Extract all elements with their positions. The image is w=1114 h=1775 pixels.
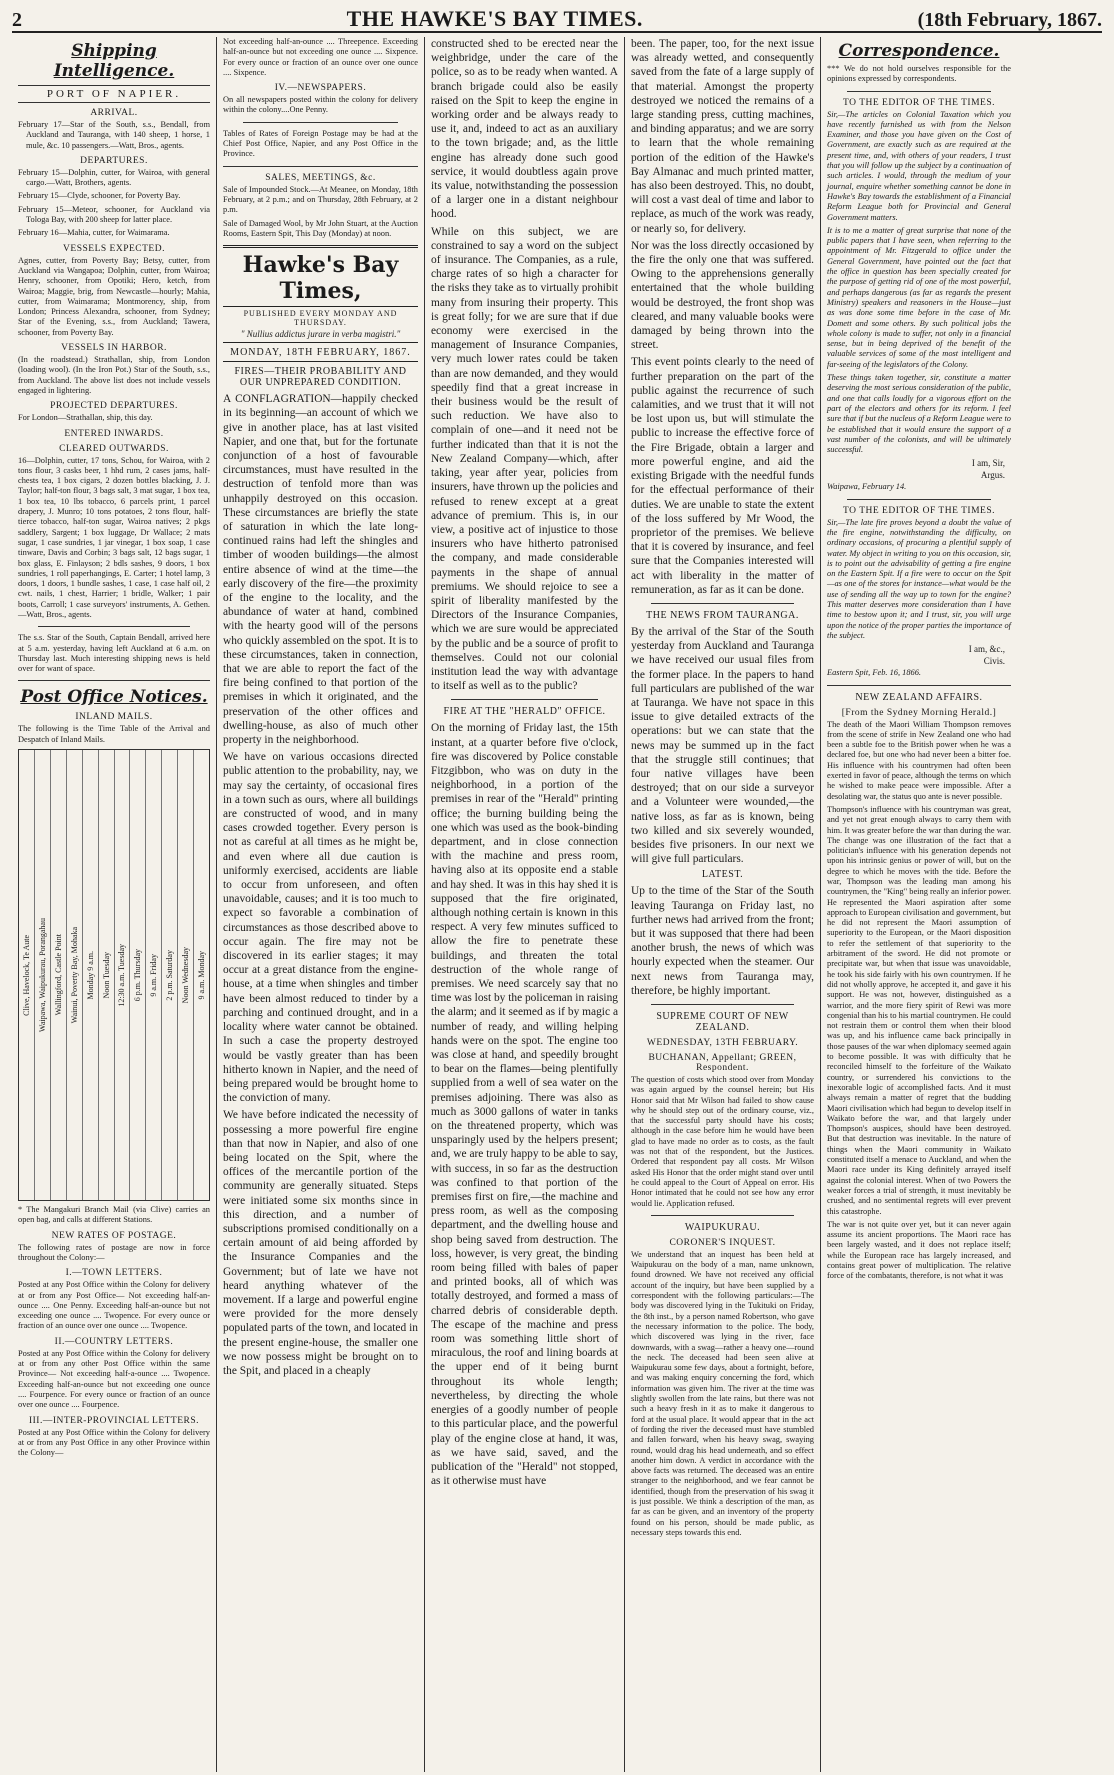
section-heading-correspondence: Correspondence.	[838, 41, 1000, 61]
section-heading-post-office: Post Office Notices.	[20, 687, 208, 708]
timetable-cell: Noon Tuesday	[101, 951, 111, 999]
expected-heading: VESSELS EXPECTED.	[63, 243, 165, 254]
inland-mails-heading: INLAND MAILS.	[75, 712, 153, 723]
editorial-paragraph: constructed shed to be erected near the weighbridge, under the care of the police, so as to be ready when wanted. A branch brigade could also be easily raised on the Spit to keep the engine in working order and be always ready to use it, and, indeed to act as an auxiliary to the town brigade; and, as the little engine has already done such good service, it would doubtless again prove its value, notwithstanding the possession of a larger one in a distant neighbour hood.	[431, 38, 618, 221]
rates-continued: Not exceeding half-an-ounce .... Threepence. Exceeding half-an-ounce but not exceeding one ounce .... Sixpence. For every ounce or fraction of an ounce over one ounce .... Sixpence.	[223, 37, 418, 77]
fire-report-paragraph: This event points clearly to the need of further preparation on the part of the public against the recurrence of such calamities, and we trust that it will not be lost upon us, but will stimulate the public to increase the effective force of the Fire Brigade, obtain a larger and more powerful engine, and aid the existing Brigade with the needful funds for the effectual performance of their duties. We are unable to state the extent of the loss suffered by Mr Wood, the proprietor of the premises. We believe that it is covered by insurance, and feel sure that the Companies interested will act with liberality in the matter of remuneration, as far as it can be done.	[631, 356, 814, 596]
column-fire	[425, 37, 625, 1772]
letter-address: TO THE EDITOR OF THE TIMES.	[843, 505, 995, 516]
fire-report-heading: FIRE AT THE "HERALD" OFFICE.	[443, 706, 606, 718]
nz-affairs-paragraph: Thompson's influence with his countryman was great, and yet not great enough always to carry them with him. It was greater before the war than during the war. The change was one illustration of the fact that a politician's influence with his generation depends not upon his intrinsic genius or power of will, but on the degree to which he moves with the tide. Before the war, Thompson was the leading man among his countrymen, the "King" being really an inferior power. He represented the Maori aspiration after some approach to European civilisation and government, but he did not represent the Maori assumption of superiority to the European, or the Maori disposition to refer the settlement of that superiority to the arbitrament of the sword. He did not promote or precipitate war, but when that issue was unavoidable, he took his side fairly with his own countrymen. If he did not wholly approve, he accepted it, and gave it his support. He was not, however, distinguished as a warrior, and the more fiery spirit of Rewi was more congenial than his to his martial countrymen. He could not restrain them or control them when their blood was up, and his influence came back principally in those pauses of the war when diplomacy seemed again to become possible. It was with difficulty that he reconciled himself to the forfeiture of the Waikato country, or surrendered his convictions to the inexorable logic of accomplished facts. And it must always remain a matter of regret that the budding Maori civilisation which had begun to develop itself in Waikato before the war, and that largely under Thompson's auspices, should have been destroyed. But that destruction was inevitable. In the nature of things when the Maori community in Waikato constituted itself a menace to Auckland, and when the Maori race under its King definitely arrayed itself against the colonial interest. When of two Powers the weaker forces a trial of strength, it must inevitably be crushed, and no sentimental regrets will ever prevent this catastrophe.	[827, 804, 1011, 1216]
court-text: The question of costs which stood over from Monday was again argued by the counsel herein; but His Honor said that Mr Wilson had failed to show cause why he should step out of the ordinary course, viz., that the successful party should have his costs; although in the case before him he would have been glad to have made no order as to costs, as the fault was not that of the respondent, but the Justices. Ordered that respondent pay all costs. Mr Wilson asked His Honor that the order might stand over until he could appeal to the Court of Appeal on error. His Honor intimated that he could not see how any error would lie. Application refused.	[631, 1075, 814, 1208]
shipping-note: The s.s. Star of the South, Captain Bendall, arrived here at 5 a.m. yesterday, having left Auckland at 6 a.m. on Thursday last. Much interesting shipping news is held over for want of space.	[18, 633, 210, 674]
newspapers-heading: IV.—NEWSPAPERS.	[274, 83, 367, 94]
inquest-text: We understand that an inquest has been held at Waipukurau on the body of a man, name unknown, found drowned. We have not received any official account of the inquiry, but have been supplied by a correspondent with the following particulars:—The body was discovered lying in the Tukituki on Friday, the 8th inst., by a person named Robertson, who gave the necessary information to the police. The body, which discovered was lying in the river, face downwards, with a swag—rather a heavy one—round the neck. The deceased had been seen alive at Waipukurau some few days, about a fortnight, before, and was making enquiry concerning the ford, which information was given him. The river at the time was slightly swollen from the late rains, but there was not such a heavy fresh in it as to make it dangerous to ford at the usual place. It would appear that in the act of fording the river the deceased must have stumbled and fallen forward, when his heavy swag, swaying round, would drag his head underneath, and so effect another him down. A verdict in accordance with the above facts was returned. The deceased was an entire stranger to the neighborhood, and we fear cannot be identified, though from the preservation of his swag it is just possible. We think a description of the man, as far as can be given, and an inventory of the property found on his person, should be made public, as necessary steps towards this end.	[631, 1249, 814, 1537]
latest-heading: LATEST.	[701, 869, 744, 881]
editorial-headline: FIRES—THEIR PROBABILITY AND OUR UNPREPARED CONDITION.	[234, 366, 407, 389]
departure-item: February 16—Mahia, cutter, for Waimarama.	[18, 228, 170, 238]
letter-paragraph: These things taken together, sir, constitute a matter deserving the most serious consideration of the public, and one that calls loudly for a vigorous effort on the part of the electors and others for its reform. I feel sure that if but the nucleus of a Reform League were to be established that it would ensure the support of a vast number of the colonists, and will be ultimately successful.	[827, 373, 1011, 455]
timetable-cell: 2 p.m. Saturday	[165, 949, 175, 1001]
letter-signature: Civis.	[983, 656, 1005, 667]
mails-intro: The following is the Time Table of the Arrival and Despatch of Inland Mails.	[18, 724, 210, 744]
postage-intro: The following rates of postage are now in force throughout the Colony:—	[18, 1242, 210, 1262]
inquest-heading: CORONER'S INQUEST.	[669, 1237, 776, 1248]
timetable-cell: 9 a.m. Monday	[197, 950, 207, 1000]
column-shipping	[12, 37, 217, 1772]
page-number: 2	[12, 9, 22, 31]
projected-text: For London—Strathallan, ship, this day.	[18, 413, 153, 423]
postage-heading: NEW RATES OF POSTAGE.	[51, 1230, 177, 1241]
branch-mail-note: * The Mangakuri Branch Mail (via Clive) carries an open bag, and calls at different Stations.	[18, 1205, 210, 1225]
cleared-text: 16—Dolphin, cutter, 17 tons, Schou, for Wairoa, with 2 tons flour, 3 casks beer, 1 hhd rum, 2 cases jams, half-chests tea, 1 box cigars, 2 dozen bottles blacking, J. J. Taylor; half-ton flour, 3 bags salt, 3 mat sugar, 1 box tea, 1 box tea, 10 lbs tobacco, 6 parcels print, 1 parcel drapery, J. Munro; 10 tons potatoes, 2 tons flour, half-tierce tobacco, half-ton sugar, Wairoa natives; 2 pkgs saddlery, Sargent; 1 box luggage, Dr Wallace; 2 mats sugar, 1 case sundries, 1 jar vinegar, 1 box soap, 1 case tinware, Davis and Corbin; 3 bags salt, 12 bags sugar, 1 box glass, E. Finlayson; 2 bdls sashes, 9 doors, 1 box sundries, 1 roll paperhangings, E. Carter; 1 hotel lamp, 3 doors, 1 doors, 1 bundle sashes, 1 case, 1 case half oil, 2 cwt. nails, 1 chest, Harrier; 1 bridle, Walker; 1 pair boots, Carroll; 1 case surveyors' instruments, A. Gethen.—Watt, Bros., agents.	[18, 455, 210, 619]
inwards-heading: ENTERED INWARDS.	[64, 428, 164, 439]
timetable-cell: Wallingford, Castle Point	[53, 934, 63, 1016]
latest-text: Up to the time of the Star of the South leaving Tauranga on Friday last, no further news had arrived from the front; but it was supposed that there had been another brush, the news of which was hourly expected when the steamer. Our next news from Tauranga may, therefore, be highly important.	[631, 885, 814, 997]
cleared-heading: CLEARED OUTWARDS.	[59, 443, 169, 454]
arrival-text: February 17—Star of the South, s.s., Bendall, from Auckland and Tauranga, with 140 sheep, 1 horse, 1 mule, &c. 10 passengers.—Watt, Bros., agents.	[18, 120, 210, 150]
masthead	[12, 6, 1102, 33]
editorial-dateline: MONDAY, 18TH FEBRUARY, 1867.	[223, 347, 418, 362]
letter-signature: Argus.	[980, 470, 1005, 481]
nz-affairs-paragraph: The death of the Maori William Thompson removes from the scene of strife in New Zealand one who had been a subtle foe to the British power when he was a declared foe, but one who had never been a bitter foe. His influence with his countrymen had often been exerted in favor of peace, although the terms on which he wished to make peace were impossible. After a desolating war, the status quo ante is never possible.	[827, 719, 1011, 801]
inter-provincial-heading: III.—INTER-PROVINCIAL LETTERS.	[28, 1415, 200, 1426]
editorial-paragraph: A CONFLAGRATION—happily checked in its beginning—an account of which we give in another place, has at last visited Napier, and one that, but for the fortunate conjunction of a host of favourable circumstances, must have resulted in the destruction of tenfold more than was unhappily destroyed on this occasion. These circumstances are briefly the state of saturation in which the late long-continued rains had left the shingles and timber of wooden buildings—the almost entire absence of wind at the time—the early discovery of the fire—the proximity of the engine to the locality, and the abundance of water at hand, combined with the hearty good will of the persons who quickly assembled on the spot. It is to these circumstances, taken in connection, that we are able to report the fact of the fire being confined to that portion of the premises in which it originated, and the preservation of the other offices and dwelling-house, as also of much other property in the neighborhood.	[223, 393, 418, 747]
tauranga-text: By the arrival of the Star of the South yesterday from Auckland and Tauranga we have received our usual files from the former place. In the papers to hand full particulars are published of the war at Tauranga. We have not space in this issue to give detailed extracts of the operations: but we can state that the news may be summed up in the fact that the struggle still continues; that four native villages have been destroyed; that on our side a surveyor and a Volunteer were wounded,—the native loss, as far as is known, being two killed and six severely wounded, besides five prisoners. In our next we will give full particulars.	[631, 625, 814, 866]
letter-signoff: I am, Sir,	[971, 458, 1005, 469]
section-heading-shipping: Shipping Intelligence.	[53, 41, 175, 81]
letter-paragraph: Sir,—The late fire proves beyond a doubt the value of the fire engine, notwithstanding the difficulty, on ordinary occasions, of procuring a plentiful supply of water. My object in writing to you on this occasion, sir, is to point out the advisability of getting a fire engine on the Eastern Spit. If a fire were to occur on the Spit—as one of the stores for instance—what would be the use of sending all the way up to town for the engine? This matter deserves more consideration than I have time to bestow upon it; and I trust, sir, you will urge upon the notice of the proper parties the importance of the subject.	[827, 517, 1012, 640]
port-heading: PORT OF NAPIER.	[18, 85, 210, 103]
letter-place: Waipawa, February 14.	[827, 482, 907, 492]
paper-nameplate: Hawke's Bay Times,	[223, 245, 418, 307]
editorial-paragraph: While on this subject, we are constrained to say a word on the subject of insurance. The Companies, as a rule, charge rates of so high a character for the risks they take as to virtually prohibit many from insuring their property. This is great folly; for we are sure that if due economy were exercised in the management of Insurance Companies, very much lower rates could be taken than are now demanded, and they would speedily find that a great increase in their business would be the result of such reduction. We have also to complain of one—and it need not be further indicated than that it is not the New Zealand Company—which, after taking, year after year, policies from insurers, have thrown up the policies and refused to renew except at a great advance of premium. This is, in our view, a positive act of injustice to those insurers who have hitherto patronised the company, and made considerable payments in the shape of annual premiums. We should rejoice to see a spirit of liberality manifested by the Directors of the Insurance Companies, which we are sure would be appreciated by the public and be a source of profit to themselves. Could not our colonial institution lead the way with advantage to itself as well as to the public?	[431, 225, 618, 693]
arrival-heading: ARRIVAL.	[90, 108, 138, 118]
sales-heading: SALES, MEETINGS, &c.	[265, 172, 376, 183]
issue-date: (18th February, 1867.	[917, 9, 1102, 31]
supreme-court-heading: SUPREME COURT OF NEW ZEALAND.	[656, 1011, 789, 1033]
fire-report-paragraph: On the morning of Friday last, the 15th instant, at a quarter before five o'clock, fire was discovered by Police constable Fitzgibbon, who was on duty in the neighborhood, in a portion of the premises in rear of the "Herald" printing office; the burning building being the one which was used as the book-binding department, and in close connection with the machine and press room, having also at its opposite end a stable and hay shed. It was in this hay shed it is supposed that the fire originated, although nothing certain is known in this respect. A very few minutes sufficed to allow the fire to penetrate these buildings, and threaten the total destruction of the whole range of premises. We need scarcely say that no time was lost by the policeman in raising the alarm; and it seemed as if by magic a number of ready, and willing helping hands were on the spot. The engine too was close at hand, and speedily brought to bear on the flames—being plentifully supplied from a well of sea water on the premises adjoining. There was also as much as 3000 gallons of water in tanks on the threatened property, which was unsparingly used by the helpers present; and, we are truly happy to be able to say, with success, in so far as the destruction was confined to that portion of the premises first on fire,—the machine and press room, as well as the composing department, and the dwelling house and shop being saved from destruction. The loss, however, is very great, the binding room being filled with bales of paper and printed books, all of which was totally destroyed, and formed a mass of charred debris of considerable depth. The escape of the machine and press room was something little short of miraculous, the roof and lining boards at the upper end of it being burnt throughout its whole length; nevertheless, by directing the whole energies of a goodly number of people to this particular place, and the powerful play of the engine close at hand, it was, as we have said, saved, and the publication of the "Herald" not stopped, as it otherwise must have	[431, 722, 618, 1488]
court-date: WEDNESDAY, 13TH FEBRUARY.	[646, 1038, 799, 1048]
timetable-cell: Monday 9 a.m.	[85, 950, 95, 1000]
sale-item: Sale of Impounded Stock.—At Meanee, on Monday, 18th February, at 2 p.m.; and on Thursday, 28th February, at 2 p.m.	[223, 184, 418, 215]
mail-timetable	[18, 749, 210, 1201]
nz-affairs-heading: NEW ZEALAND AFFAIRS.	[855, 691, 983, 703]
sale-item: Sale of Damaged Wool, by Mr John Stuart, at the Auction Rooms, Eastern Spit, This Day (Monday) at noon.	[223, 218, 418, 238]
departures-heading: DEPARTURES.	[80, 155, 148, 166]
timetable-cell: 12:30 a.m. Tuesday	[117, 943, 127, 1007]
nz-affairs-paragraph: The war is not quite over yet, but it can never again assume its ancient proportions. The Maori race has been largely wasted, and it does not replace itself; while the European race has largely increased, and contains great power of multiplication. The relative force of the combatants, therefore, is not what it was	[827, 1219, 1011, 1281]
town-letters-heading: I.—TOWN LETTERS.	[65, 1268, 163, 1279]
country-letters-text: Posted at any Post Office within the Colony for delivery at or from any other Post Office within the same Province— Not exceeding half-a-ounce .... Twopence. Exceeding half-an-ounce but not exceeding one ounce .... Fourpence. For every ounce or fraction of an ounce over one ounce .... Fourpence.	[18, 1348, 210, 1410]
harbor-text: (In the roadstead.) Strathallan, ship, from London (loading wool). (In the Iron Pot.) Star of the South, s.s., from Auckland. The above list does not include vessels engaged in lightering.	[18, 355, 210, 395]
departure-item: February 15—Meteor, schooner, for Auckland via Tologa Bay, with 200 sheep for latter place.	[18, 204, 210, 225]
column-editorial	[217, 37, 425, 1772]
country-letters-heading: II.—COUNTRY LETTERS.	[54, 1336, 174, 1347]
letter-place: Eastern Spit, Feb. 16, 1866.	[827, 668, 921, 678]
column-correspondence	[821, 37, 1017, 1772]
departure-item: February 15—Dolphin, cutter, for Wairoa, with general cargo.—Watt, Brothers, agents.	[18, 167, 210, 188]
publication-schedule: PUBLISHED EVERY MONDAY AND THURSDAY.	[243, 309, 398, 328]
newspapers-text: On all newspapers posted within the colony for delivery within the colony....One Penny.	[223, 95, 418, 115]
tauranga-heading: THE NEWS FROM TAURANGA.	[646, 609, 799, 621]
harbor-heading: VESSELS IN HARBOR.	[61, 343, 167, 354]
foreign-postage-note: Tables of Rates of Foreign Postage may be had at the Chief Post Office, Napier, and any Post Office in the Province.	[223, 128, 418, 159]
timetable-cell: Noon Wednesday	[181, 946, 191, 1004]
letter-paragraph: It is to me a matter of great surprise that none of the public papers that I have seen, when referring to the appointment of Mr. Fitzgerald to office under the General Government, have pointed out the fact that the office in question has been specially created for the purpose of getting rid of one of the most powerful, and perhaps dangerous (as far as regards the present Ministry) speakers and reasoners in the House—just as was done some time before in the case of Mr. Domett and some others. By such political jobs the whole colony is made to suffer, not only in a financial sense, but in being deprived of the benefit of the valuable services of some of the most intelligent and far-seeing of the legislators of the Colony.	[827, 225, 1011, 369]
paper-motto: " Nullius addictus jurare in verba magistri."	[223, 329, 418, 343]
nz-affairs-source: [From the Sydney Morning Herald.]	[841, 707, 997, 718]
fire-report-paragraph: been. The paper, too, for the next issue was already wetted, and consequently saved from the fate of a large supply of that material. Amongst the property destroyed we noticed the remains of a large standing press, cutting machines, and binding apparatus; and we are sorry to learn that the whole remaining portion of the edition of the Hawke's Bay Almanac and much printed matter, has also been destroyed. This, no doubt, will cost a vast deal of time and labor to replace, as much of the work was ready, or nearly so, for delivery.	[631, 38, 814, 235]
editorial-paragraph: We have on various occasions directed public attention to the probability, nay, we may say the certainty, of occasional fires in a town such as ours, where all buildings are constructed of wood, and in many cases crowded together. Every person is not as careful at all times as he might be, and even where all due caution is uniformly exercised, accidents are liable to occur from unforeseen, and often unavoidable, causes; and it is too much to expect so favorable a combination of circumstances as those described above to occur again. The fire may not be discovered in its earlier stages; it may occur at a great distance from the engine-house, at a time when shingles and timber have been almost reduced to tinder by a parching and continued drought, and in a locality where water cannot be obtained. In such a case the property destroyed would be vastly greater than has been hitherto known in Napier, and the need of being prepared would be brought home to the conviction of many.	[223, 751, 418, 1105]
timetable-cell: 9 a.m. Friday	[149, 953, 159, 997]
editorial-paragraph: We have before indicated the necessity of possessing a more powerful fire engine than that now in Napier, and also of one being located on the Spit, where the offices of the mercantile portion of the community are generally situated. Steps were initiated some six months since in this direction, and a number of subscriptions promised conditionally on a certain amount of aid being afforded by the Insurance Companies and the Government; but of late we have not heard anything whatever of the movement. If a large and powerful engine were provided for the more densely populated parts of the town, and located in the present engine-house, the smaller one we now possess might be brought on to the Spit, and placed in a cheaply	[223, 1109, 418, 1377]
waipukurau-heading: WAIPUKURAU.	[684, 1221, 761, 1233]
timetable-cell: Clive, Havelock, Te Aute	[21, 934, 31, 1016]
departure-item: February 15—Clyde, schooner, for Poverty Bay.	[18, 191, 181, 201]
expected-text: Agnes, cutter, from Poverty Bay; Betsy, cutter, from Auckland via Wangapoa; Dolphin, cutter, from Wairoa; Henry, schooner, from Opotiki; Hero, ketch, from Wairoa; Maggie, brig, from Newcastle—hourly; Mahia, cutter, from Waimarama; Montmorency, ship, from London; Princess Alexandra, schooner, from Sydney; Star of the Evening, s.s., from Auckland; Tawera, schooner, from Poverty Bay.	[18, 255, 210, 337]
timetable-cell: Waipawa, Waipukurau, Porangahau	[37, 918, 47, 1033]
town-letters-text: Posted at any Post Office within the Colony for delivery at or from any Post Office— Not exceeding half-an-ounce .... One Penny. Exceeding half-an-ounce but not exceeding one ounce .... Twopence. For every ounce or fraction of an ounce over one ounce .... Twopence.	[18, 1280, 210, 1331]
newspaper-title: THE HAWKE'S BAY TIMES.	[346, 6, 643, 31]
letter-address: TO THE EDITOR OF THE TIMES.	[843, 97, 995, 108]
timetable-cell: Wainui, Poverty Bay, Mohaka	[69, 926, 79, 1024]
letter-paragraph: Sir,—The articles on Colonial Taxation which you have recently furnished us with from the Nelson Examiner, and those you have given on the Cost of Government, are exactly such as are required at the present time, and, with others of your readers, I trust that you will follow up the subject by a continuation of such articles. I would, through the medium of your journal, enquire whether something cannot be done in Hawke's Bay towards the establishment of a Financial Reform League both for Provincial and General Government matters.	[827, 109, 1011, 222]
inter-provincial-text: Posted at any Post Office within the Colony for delivery at or from any Post Office in any other Province within the Colony—	[18, 1427, 210, 1458]
court-case: BUCHANAN, Appellant; GREEN, Respondent.	[648, 1053, 797, 1073]
fire-report-paragraph: Nor was the loss directly occasioned by the fire the only one that was suffered. Owing to the apprehensions generally entertained that the whole building would be destroyed, the front shop was cleared, and many valuable books were damaged by being thrown into the street.	[631, 239, 814, 352]
columns	[12, 37, 1102, 1772]
disclaimer: *** We do not hold ourselves responsible for the opinions expressed by correspondents.	[827, 64, 1011, 84]
column-news	[625, 37, 821, 1772]
projected-heading: PROJECTED DEPARTURES.	[50, 401, 178, 412]
timetable-cell: 6 p.m. Thursday	[133, 948, 143, 1002]
letter-signoff: I am, &c.,	[968, 644, 1005, 655]
